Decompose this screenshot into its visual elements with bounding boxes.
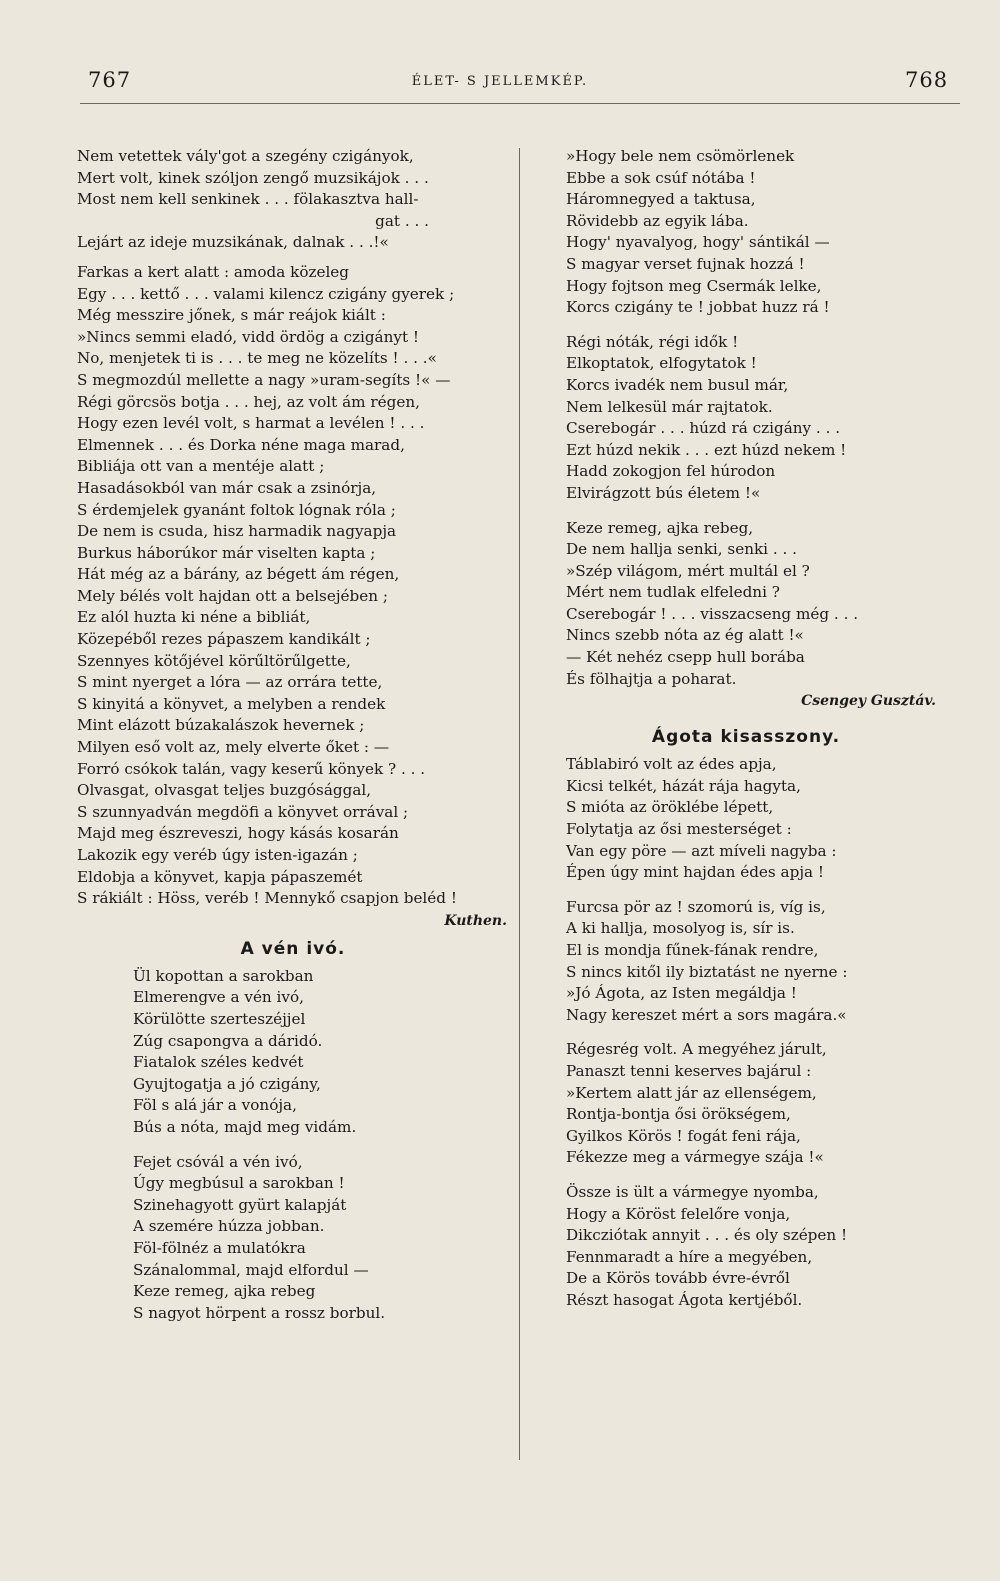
poem-line: Régi nóták, régi idők !	[566, 332, 739, 351]
poem-signature: Csengey Gusztáv.	[801, 693, 936, 710]
poem-line: A szemére húzza jobban.	[133, 1217, 325, 1236]
poem-line: Folytatja az ősi mesterséget :	[566, 820, 792, 839]
right-column	[566, 146, 936, 1312]
poem-line: S magyar verset fujnak hozzá !	[566, 254, 805, 273]
poem-line: Még messzire jőnek, s már reájok kiált :	[77, 306, 386, 325]
poem-line: S nincs kitől ily biztatást ne nyerne :	[566, 962, 848, 981]
poem-line: Gyilkos Körös ! fogát feni rája,	[566, 1126, 801, 1145]
poem-line: Mért nem tudlak elfeledni ?	[566, 583, 780, 602]
poem-line: Hadd zokogjon fel húrodon	[566, 462, 776, 481]
poem-line: Keze remeg, ajka rebeg	[133, 1282, 316, 1301]
poem-line: »Szép világom, mért multál el ?	[566, 561, 810, 580]
poem-line: Bús a nóta, majd meg vidám.	[133, 1117, 357, 1136]
poem-line: Lejárt az ideje muzsikának, dalnak . . .!«	[77, 233, 389, 252]
poem-line: Hasadásokból van már csak a zsinórja,	[77, 478, 377, 497]
poem-stanza	[77, 966, 509, 1139]
poem-line: Korcs czigány te ! jobbat huzz rá !	[566, 298, 830, 317]
poem-stanza	[566, 897, 926, 1027]
poem-line: Fiatalok széles kedvét	[133, 1053, 304, 1072]
poem-line: Fennmaradt a híre a megyében,	[566, 1247, 813, 1266]
poem-line: Mert volt, kinek szóljon zengő muzsikájok . . .	[77, 168, 429, 187]
poem-line: Kicsi telkét, házát rája hagyta,	[566, 776, 801, 795]
poem-line: Rontja-bontja ősi örökségem,	[566, 1105, 791, 1124]
poem-line: Hogy fojtson meg Csermák lelke,	[566, 276, 822, 295]
poem-line: Táblabiró volt az édes apja,	[566, 755, 777, 774]
poem-line: Hogy a Köröst felelőre vonja,	[566, 1204, 791, 1223]
poem-line: Eldobja a könyvet, kapja pápaszemét	[77, 867, 363, 886]
poem-stanza	[77, 262, 509, 910]
poem-line: Szinehagyott gyürt kalapját	[133, 1195, 347, 1214]
running-title: ÉLET- S JELLEMKÉP.	[411, 74, 589, 89]
poem-line: Föl-fölnéz a mulatókra	[133, 1238, 306, 1257]
poem-line: Szennyes kötőjével körűltörűlgette,	[77, 651, 351, 670]
poem-line: Régi görcsös botja . . . hej, az volt ám régen,	[77, 392, 420, 411]
poem-line: El is mondja fűnek-fának rendre,	[566, 941, 819, 959]
poem-line: Ebbe a sok csúf nótába !	[566, 168, 756, 187]
poem-line: gat . . .	[375, 211, 429, 230]
poem-line: Majd meg észreveszi, hogy kásás kosarán	[77, 824, 399, 843]
poem-line: Most nem kell senkinek . . . fölakasztva hall-	[77, 190, 419, 209]
poem-line: Fékezze meg a vármegye szája !«	[566, 1148, 824, 1167]
poem-line: De nem is csuda, hisz harmadik nagyapja	[77, 522, 397, 541]
poem-line: S nagyot hörpent a rossz borbul.	[133, 1303, 386, 1322]
poem-line: »Nincs semmi eladó, vidd ördög a czigányt !	[77, 327, 419, 346]
poem-line: De a Körös tovább évre-évről	[566, 1269, 790, 1288]
poem-line: Panaszt tenni keserves bajárul :	[566, 1061, 812, 1080]
poem-line: Dikcziótak annyit . . . és oly szépen !	[566, 1226, 848, 1245]
poem-line: Hát még az a bárány, az bégett ám régen,	[77, 565, 400, 584]
header-rule	[80, 103, 960, 104]
poem-line: No, menjetek ti is . . . te meg ne közelíts ! . . .«	[77, 349, 437, 368]
poem-line: Épen úgy mint hajdan édes apja !	[566, 863, 825, 882]
poem-line: Ül kopottan a sarokban	[133, 966, 314, 985]
poem-line: Régesrég volt. A megyéhez járult,	[566, 1040, 827, 1059]
poem-line: Ezt húzd nekik . . . ezt húzd nekem !	[566, 440, 847, 459]
poem-line: Zúg csapongva a dáridó.	[133, 1031, 323, 1050]
poem-line: Lakozik egy veréb úgy isten-igazán ;	[77, 846, 358, 864]
poem-line: S kinyitá a könyvet, a melyben a rendek	[77, 694, 386, 713]
poem-line: — Két nehéz csepp hull borába	[566, 648, 805, 667]
poem-line: Nem lelkesül már rajtatok.	[566, 397, 773, 416]
poem-line: Hogy ezen levél volt, s harmat a levélen ! . . .	[77, 414, 425, 433]
poem-line: Bibliája ott van a mentéje alatt ;	[77, 457, 325, 476]
poem-stanza	[77, 1152, 509, 1325]
poem-line: S mint nyerget a lóra — az orrára tette,	[77, 673, 383, 692]
poem-line: Milyen eső volt az, mely elverte őket : —	[77, 738, 390, 757]
poem-line: »Hogy bele nem csömörlenek	[566, 147, 795, 165]
poem-line: De nem hallja senki, senki . . .	[566, 540, 798, 559]
poem-line: Cserebogár ! . . . visszacseng még . . .	[566, 604, 859, 623]
poem-title: A vén ivó.	[240, 938, 346, 959]
poem-line: S érdemjelek gyanánt foltok lógnak róla ;	[77, 500, 396, 519]
poem-line: S rákiált : Höss, veréb ! Mennykő csapjon beléd !	[77, 889, 457, 908]
poem-line: Elmerengve a vén ivó,	[133, 988, 304, 1007]
left-column	[77, 146, 509, 1324]
poem-line: Rövidebb az egyik lába.	[566, 211, 749, 230]
poem-line: Háromnegyed a taktusa,	[566, 190, 756, 209]
poem-line: Fejet csóvál a vén ivó,	[133, 1152, 303, 1171]
poem-line: Keze remeg, ajka rebeg,	[566, 518, 754, 537]
poem-line: Részt hasogat Ágota kertjéből.	[566, 1290, 803, 1309]
poem-stanza	[566, 146, 926, 319]
poem-line: Nem vetettek vály'got a szegény czigányok,	[77, 147, 414, 165]
poem-line: Mely bélés volt hajdan ott a belsejében ;	[77, 586, 388, 605]
poem-line: Nagy kereszet mért a sors magára.«	[566, 1005, 847, 1024]
poem-line: »Kertem alatt jár az ellenségem,	[566, 1083, 817, 1102]
poem-line: Mint elázott búzakalászok hevernek ;	[77, 716, 365, 735]
page-number-right: 768	[905, 68, 949, 92]
poem-line: Elvirágzott bús életem !«	[566, 483, 761, 502]
poem-line: Elkoptatok, elfogytatok !	[566, 354, 757, 373]
poem-line: Cserebogár . . . húzd rá czigány . . .	[566, 419, 841, 438]
poem-line: Olvasgat, olvasgat teljes buzgósággal,	[77, 781, 372, 800]
poem-stanza	[566, 332, 926, 505]
poem-line: Úgy megbúsul a sarokban !	[133, 1174, 345, 1193]
poem-line: Furcsa pör az ! szomorú is, víg is,	[566, 897, 826, 916]
poem-line: Forró csókok talán, vagy keserű könyek ? . . .	[77, 759, 426, 778]
poem-line: Nincs szebb nóta az ég alatt !«	[566, 626, 804, 645]
poem-line: Farkas a kert alatt : amoda közeleg	[77, 262, 350, 281]
poem-line: Gyujtogatja a jó czigány,	[133, 1074, 321, 1093]
poem-line: Egy . . . kettő . . . valami kilencz czigány gyerek ;	[77, 284, 455, 303]
poem-line: És fölhajtja a poharat.	[566, 669, 737, 688]
poem-title: Ágota kisasszony.	[651, 727, 841, 748]
poem-line: Burkus háborúkor már viselten kapta ;	[77, 543, 376, 562]
poem-line: »Jó Ágota, az Isten megáldja !	[566, 984, 797, 1003]
poem-line: Van egy pöre — azt míveli nagyba :	[566, 841, 837, 860]
column-divider	[519, 148, 520, 1460]
page-number-left: 767	[88, 68, 132, 92]
poem-stanza	[77, 146, 509, 254]
poem-line: S megmozdúl mellette a nagy »uram-segíts !« —	[77, 370, 451, 389]
poem-line: Elmennek . . . és Dorka néne maga marad,	[77, 435, 405, 454]
page-header	[0, 68, 1000, 108]
poem-stanza	[566, 518, 926, 691]
poem-line: S szunnyadván megdöfi a könyvet orrával ;	[77, 802, 409, 821]
poem-line: Föl s alá jár a vonója,	[133, 1096, 297, 1115]
poem-line: Körülötte szerteszéjjel	[133, 1009, 306, 1028]
poem-line: S mióta az öröklébe lépett,	[566, 798, 774, 817]
poem-line: Korcs ivadék nem busul már,	[566, 375, 789, 394]
poem-line: Ez alól huzta ki néne a bibliát,	[77, 608, 311, 627]
poem-line: Hogy' nyavalyog, hogy' sántikál —	[566, 233, 830, 252]
poem-line: Közepéből rezes pápaszem kandikált ;	[77, 630, 371, 649]
poem-line: Szánalommal, majd elfordul —	[133, 1260, 369, 1279]
poem-stanza	[566, 1039, 926, 1169]
poem-stanza	[566, 1182, 926, 1312]
poem-line: Össze is ült a vármegye nyomba,	[566, 1182, 819, 1201]
poem-signature: Kuthen.	[444, 912, 507, 929]
poem-line: A ki hallja, mosolyog is, sír is.	[566, 919, 795, 938]
poem-stanza	[566, 754, 926, 884]
